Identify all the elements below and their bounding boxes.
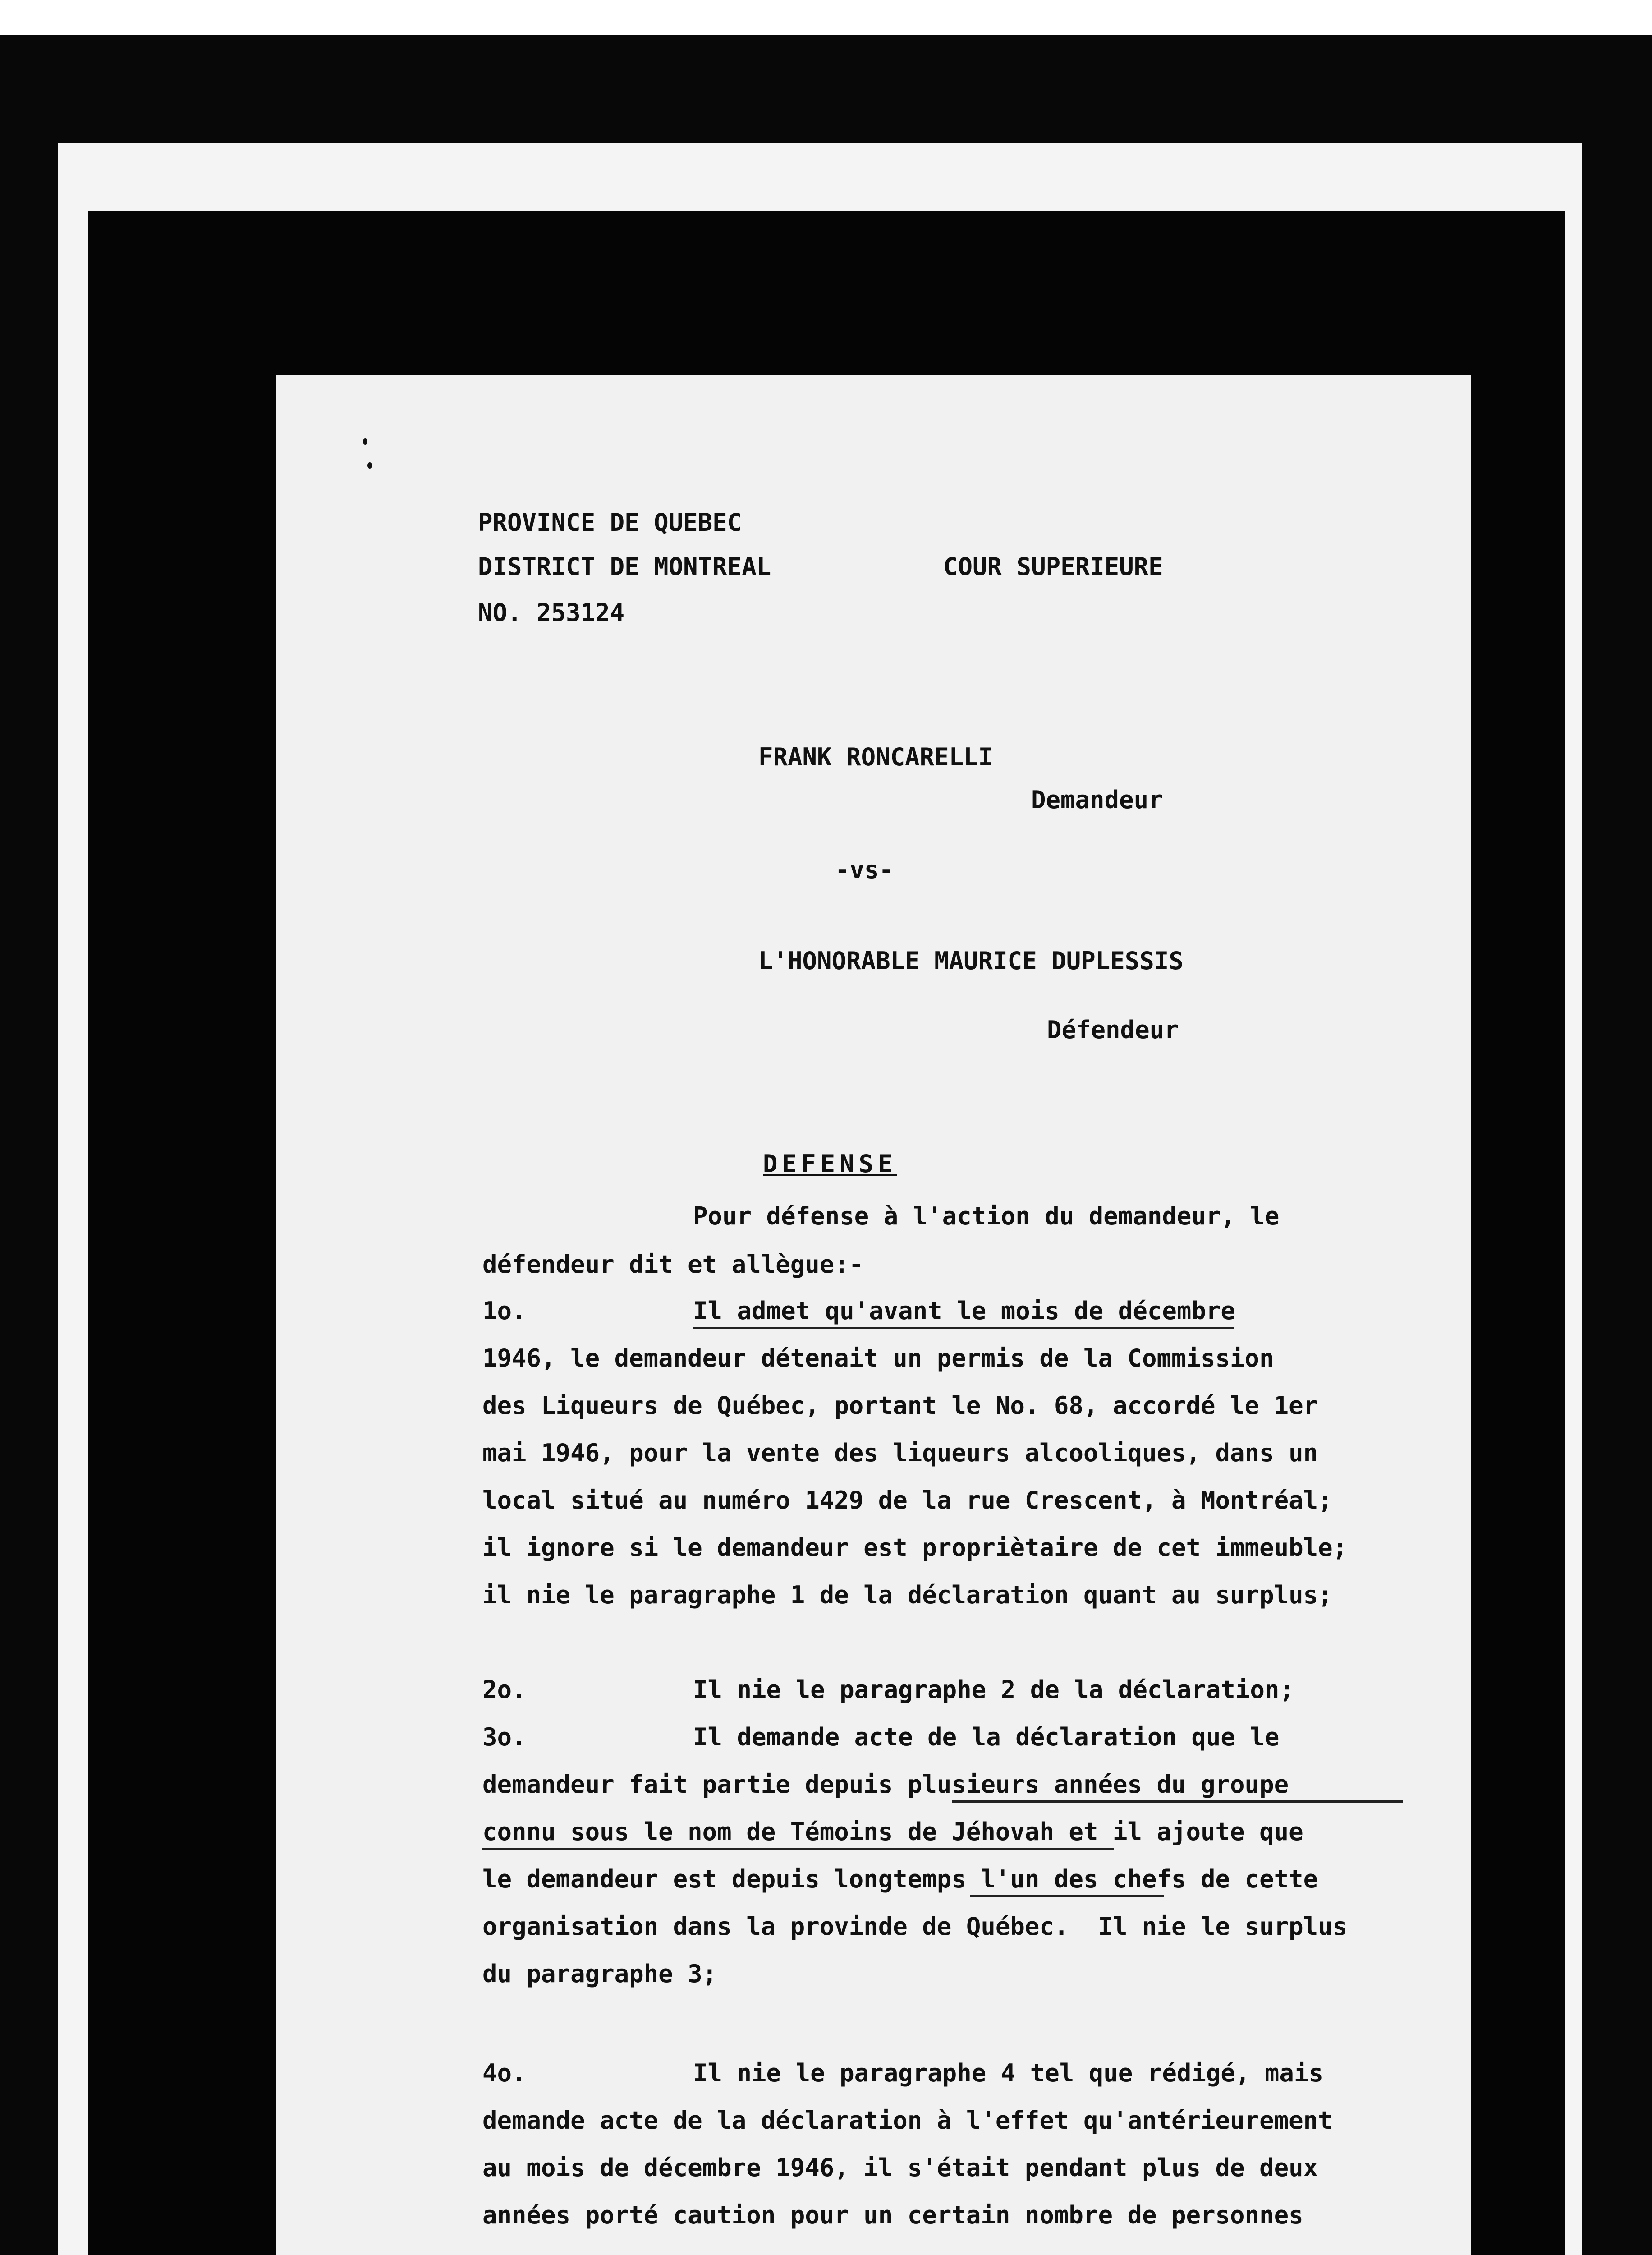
header-district: DISTRICT DE MONTREAL — [478, 552, 771, 581]
paragraph-line: Il nie le paragraphe 2 de la déclaration; — [693, 1675, 1294, 1704]
film-speck — [363, 438, 367, 445]
handwritten-underline — [970, 1895, 1164, 1897]
handwritten-underline — [482, 1848, 1114, 1850]
paragraph-line: mai 1946, pour la vente des liqueurs alcooliques, dans un — [482, 1439, 1318, 1467]
paragraph-number: 3o. — [482, 1723, 527, 1751]
paragraph-number: 2o. — [482, 1675, 527, 1704]
paragraph-line: Il nie le paragraphe 4 tel que rédigé, mais — [693, 2059, 1323, 2087]
intro-line-2: défendeur dit et allègue:- — [482, 1250, 864, 1279]
header-court: COUR SUPERIEURE — [943, 552, 1163, 581]
header-number: NO. 253124 — [478, 598, 625, 627]
defendant-role: Défendeur — [1047, 1016, 1179, 1044]
paragraph-line: local situé au numéro 1429 de la rue Crescent, à Montréal; — [482, 1486, 1333, 1514]
paragraph-line: organisation dans la provinde de Québec. Il nie le surplus — [482, 1912, 1348, 1941]
paragraph-line: au mois de décembre 1946, il s'était pendant plus de deux — [482, 2154, 1318, 2182]
defendant-name: L'HONORABLE MAURICE DUPLESSIS — [758, 947, 1184, 975]
handwritten-underline — [952, 1800, 1403, 1803]
film-speck — [367, 462, 372, 469]
paragraph-line: connu sous le nom de Témoins de Jéhovah et il ajoute que — [482, 1818, 1303, 1846]
paragraph-line: demandeur fait partie depuis plusieurs années du groupe — [482, 1770, 1289, 1799]
handwritten-underline — [693, 1327, 1234, 1329]
paragraph-line: du paragraphe 3; — [482, 1960, 717, 1988]
versus: -vs- — [835, 856, 894, 884]
paragraph-line: Il admet qu'avant le mois de décembre — [693, 1297, 1235, 1325]
plaintiff-role: Demandeur — [1031, 786, 1163, 814]
paragraph-line: des Liqueurs de Québec, portant le No. 68, accordé le 1er — [482, 1391, 1318, 1420]
paragraph-line: demande acte de la déclaration à l'effet qu'antérieurement — [482, 2106, 1333, 2135]
paragraph-line: il nie le paragraphe 1 de la déclaration quant au surplus; — [482, 1581, 1333, 1609]
paragraph-line: 1946, le demandeur détenait un permis de la Commission — [482, 1344, 1274, 1372]
paragraph-line: le demandeur est depuis longtemps l'un des chefs de cette — [482, 1865, 1318, 1893]
paragraph-number: 4o. — [482, 2059, 527, 2087]
paragraph-line: il ignore si le demandeur est propriètaire de cet immeuble; — [482, 1533, 1348, 1562]
header-province: PROVINCE DE QUEBEC — [478, 508, 742, 537]
paragraph-number: 1o. — [482, 1297, 527, 1325]
document-title: DEFENSE — [763, 1150, 897, 1178]
paragraph-line: Il demande acte de la déclaration que le — [693, 1723, 1280, 1751]
plaintiff-name: FRANK RONCARELLI — [758, 743, 993, 771]
intro-line-1: Pour défense à l'action du demandeur, le — [693, 1202, 1280, 1230]
document-page — [276, 375, 1471, 2255]
paragraph-line: années porté caution pour un certain nombre de personnes — [482, 2201, 1303, 2229]
